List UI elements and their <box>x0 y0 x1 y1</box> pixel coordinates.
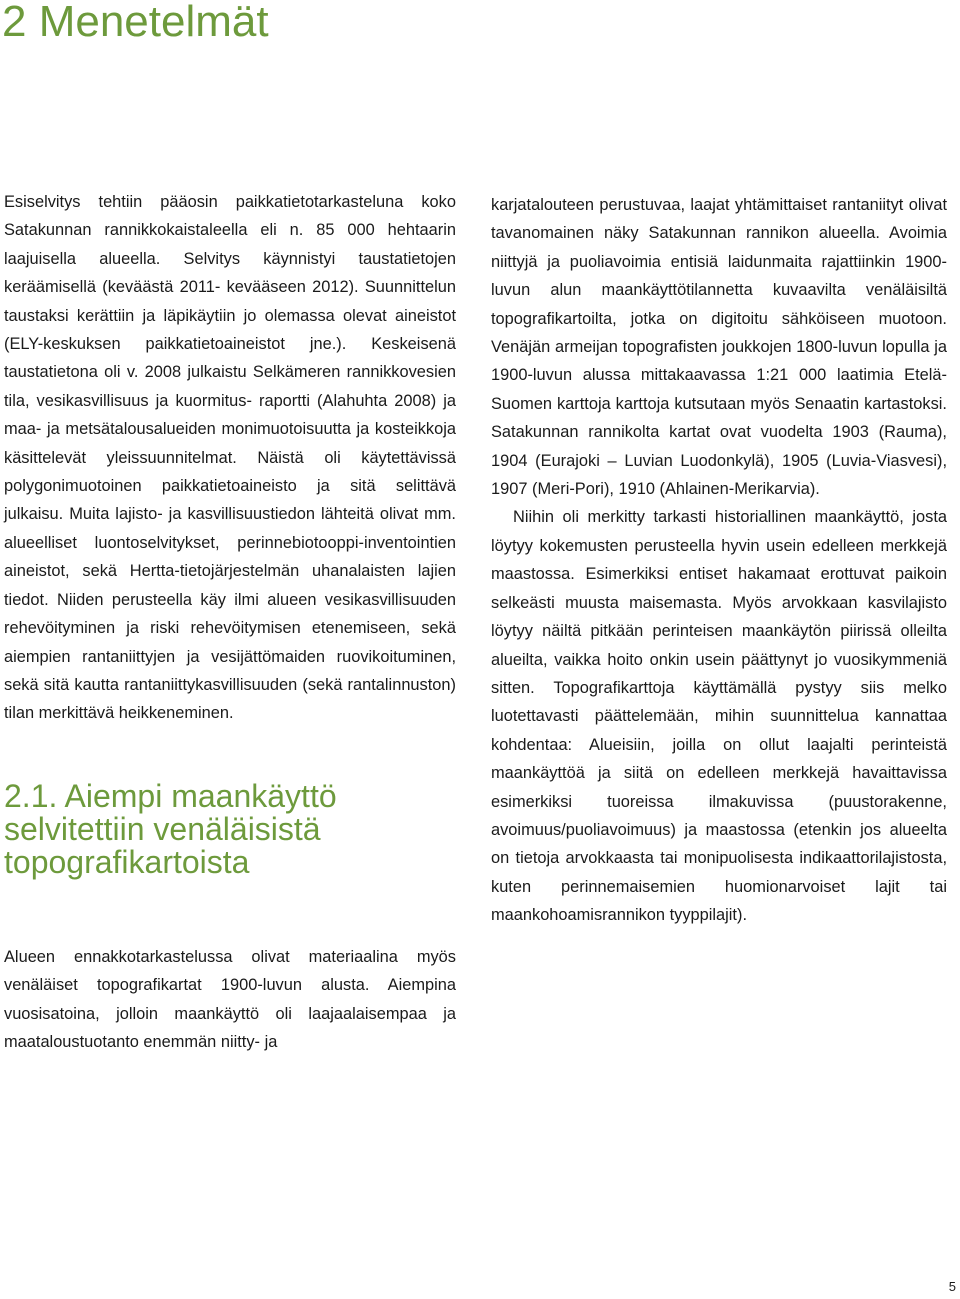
body-paragraph: Niihin oli merkitty tarkasti historiallinen maankäyttö, josta löytyy kokemusten perusteella hyvin usein edelleen merkkejä maastossa. Esimerkiksi entiset hakamaat erottuvat paikoin selkeästi muusta maisemasta. Myös arvokkaan kasvilajisto löytyy näiltä pitkään perinteisen maankäytön piirissä olleilta alueilta, vaikka hoito onkin usein päättynyt jo vuosikymmeniä sitten. Topografikarttoja käyttämällä pystyy siis melko luotettavasti päättelemään, mihin suunnittelua kannattaa kohdentaa: Alueisiin, joilla on ollut laajalti perinteistä maankäyttöä ja siitä on edelleen merkkejä havaittavissa esimerkiksi tuoreissa ilmakuvissa (puustorakenne, avoimuus/puoliavoimuus) ja maastossa (etenkin jos alueelta on tietoja arvokkaasta tai monipuolisesta indikaattorilajistosta, kuten perinnemaisemien huomionarvoiset lajit tai maankohoamisrannikon tyyppilajit). <box>491 508 947 925</box>
page-number: 5 <box>948 1279 956 1294</box>
body-paragraph: karjatalouteen perustuvaa, laajat yhtämittaiset rantaniityt olivat tavanomainen näky Satakunnan rannikon alueella. Avoimia niittyjä ja puoliavoimia entisiä laidunmaita rajattiinkin 1900-luvun alun maankäyttötilannetta kuvaavilta venäläisiltä topografikartoilta, jotka on digitoitu sähköiseen muotoon. Venäjän armeijan topografisten joukkojen 1800-luvun lopulla ja 1900-luvun alussa mittakaavassa 1:21 000 laatimia Etelä-Suomen karttoja karttoja kutsutaan myös Senaatin kartastoksi. Satakunnan rannikolta kartat ovat vuodelta 1903 (Rauma), 1904 (Eurajoki – Luvian Luodonkylä), 1905 (Luvia-Viasvesi), 1907 (Meri-Pori), 1910 (Ahlainen-Merikarvia). <box>491 196 947 499</box>
body-paragraph: Alueen ennakkotarkastelussa olivat materiaalina myös venäläiset topografikartat 1900-luvun alusta. Aiempina vuosisatoina, jolloin maankäyttö oli laajaalaisempaa ja maataloustuotanto enemmän niitty- ja <box>4 947 456 1051</box>
chapter-title: 2 Menetelmät <box>2 0 269 46</box>
right-column <box>491 191 947 930</box>
body-paragraph: Esiselvitys tehtiin pääosin paikkatietotarkasteluna koko Satakunnan rannikkokaistaleella eli n. 85 000 hehtaarin laajuisella alueella. Selvitys käynnistyi taustatietojen keräämisellä (keväästä 2011- kevääseen 2012). Suunnittelun taustaksi kerättiin ja läpikäytiin jo olemassa olevat aineistot (ELY-keskuksen paikkatietoaineistot jne.). Keskeisenä taustatietona oli v. 2008 julkaistu Selkämeren rannikkovesien tila, vesikasvillisuus ja kuormitus- raportti (Alahuhta 2008) ja maa- ja metsätalousalueiden monimuotoisuutta ja kosteikkoja käsittelevät yleissuunnitelmat. Näistä oli käytettävissä polygonimuotoinen paikkatietoaineisto ja sitä selittävä julkaisu. Muita lajisto- ja kasvillisuustiedon lähteitä olivat mm. alueelliset luontoselvitykset, perinnebiotooppi-inventointien aineistot, sekä Hertta-tietojärjestelmän uhanalaisten lajien tiedot. Niiden perusteella käy ilmi alueen vesikasvillisuuden rehevöityminen ja riski rehevöitymisen etenemiseen, sekä aiempien rantaniittyjen ja vesijättömaiden ruovikoituminen, sekä sitä kautta rantaniittykasvillisuuden (sekä rantalinnuston) tilan merkittävä heikkeneminen. <box>4 193 456 723</box>
section-title: 2.1. Aiempi maankäyttö selvitettiin venäläisistä topografikartoista <box>4 777 337 880</box>
left-column <box>4 188 456 1056</box>
